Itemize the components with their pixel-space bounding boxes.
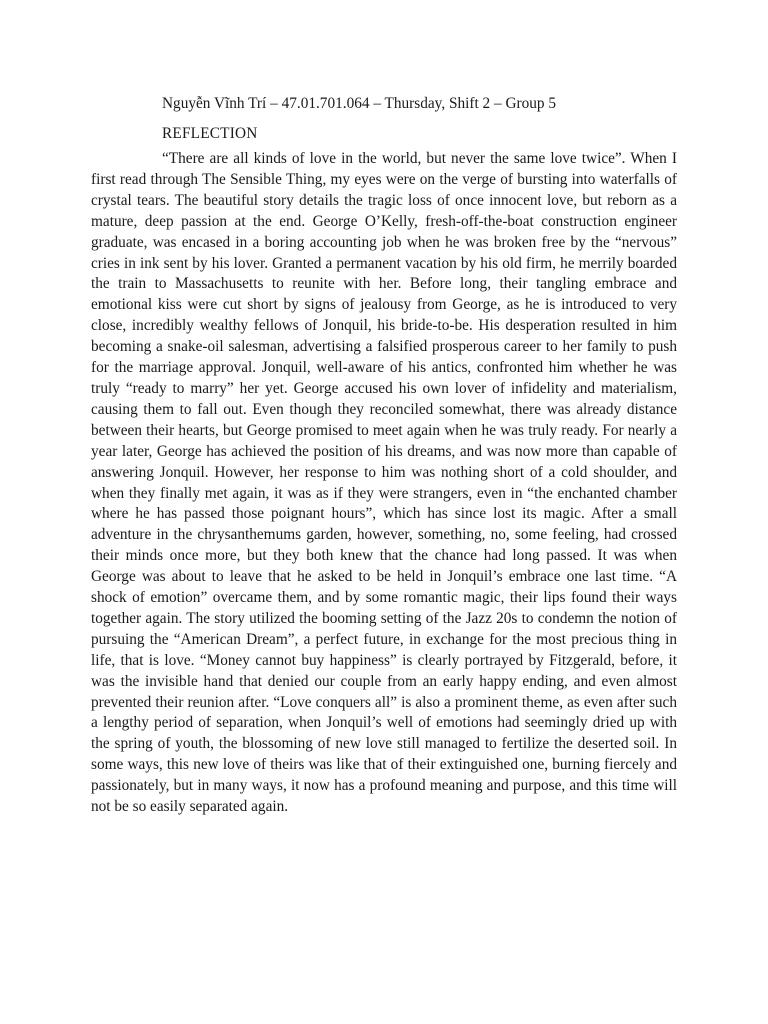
document-title: REFLECTION	[162, 125, 258, 142]
author-header: Nguyễn Vĩnh Trí – 47.01.701.064 – Thursday, Shift 2 – Group 5	[162, 95, 557, 112]
reflection-paragraph: “There are all kinds of love in the world, but never the same love twice”. When I first read through The Sensible Thing, my eyes were on the verge of bursting into waterfalls of crystal tears. The beautiful story details the tragic loss of once innocent love, but reborn as a mature, deep passion at the end. George O’Kelly, fresh-off-the-boat construction engineer graduate, was encased in a boring accounting job when he was broken free by the “nervous” cries in ink sent by his lover. Granted a permanent vacation by his old firm, he merrily boarded the train to Massachusetts to reunite with her. Before long, their tangling embrace and emotional kiss were cut short by signs of jealousy from George, as he is introduced to very close, incredibly wealthy fellows of Jonquil, his bride-to-be. His desperation resulted in him becoming a snake-oil salesman, advertising a falsified prosperous career to her family to push for the marriage approval. Jonquil, well-aware of his antics, confronted him whether he was truly “ready to marry” her yet. George accused his own lover of infidelity and materialism, causing them to fall out. Even though they reconciled somewhat, there was already distance between their hearts, but George promised to meet again when he was truly ready. For nearly a year later, George has achieved the position of his dreams, and was now more than capable of answering Jonquil. However, her response to him was nothing short of a cold shoulder, and when they finally met again, it was as if they were strangers, even in “the enchanted chamber where he has passed those poignant hours”, which has since lost its magic. After a small adventure in the chrysanthemums garden, however, something, no, some feeling, had crossed their minds once more, but they both knew that the chance had long passed. It was when George was about to leave that he asked to be held in Jonquil’s embrace one last time. “A shock of emotion” overcame them, and by some romantic magic, their lips found their ways together again. The story utilized the booming setting of the Jazz 20s to condemn the notion of pursuing the “American Dream”, a perfect future, in exchange for the most precious thing in life, that is love. “Money cannot buy happiness” is clearly portrayed by Fitzgerald, before, it was the invisible hand that denied our couple from an early happy ending, and even almost prevented their reunion after. “Love conquers all” is also a prominent theme, as even after such a lengthy period of separation, when Jonquil’s well of emotions had seemingly dried up with the spring of youth, the blossoming of new love still managed to fertilize the deserted soil. In some ways, this new love of theirs was like that of their extinguished one, burning fiercely and passionately, but in many ways, it now has a profound meaning and purpose, and this time will not be so easily separated again.	[91, 150, 677, 816]
document-content	[91, 90, 677, 818]
